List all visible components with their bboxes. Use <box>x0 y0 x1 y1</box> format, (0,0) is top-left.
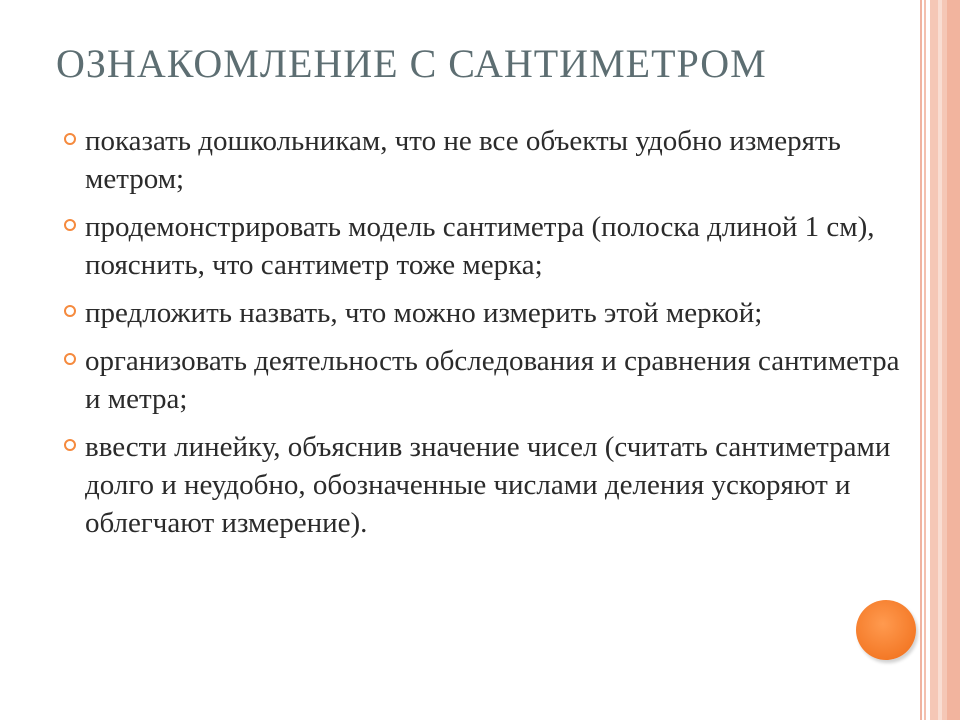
ring-bullet-icon <box>64 305 76 317</box>
decorative-stripe <box>920 0 922 720</box>
bullet-item <box>64 294 914 332</box>
decorative-stripe <box>938 0 942 720</box>
bullet-text: продемонстрировать модель сантиметра (полоска длиной 1 см), пояснить, что сантиметр тоже мерка; <box>85 211 875 281</box>
decorative-stripe <box>924 0 926 720</box>
decorative-stripe <box>947 0 960 720</box>
bullet-text: организовать деятельность обследования и сравнения сантиметра и метра; <box>85 345 900 415</box>
orange-circle-decoration <box>856 600 916 660</box>
bullet-item <box>64 342 914 418</box>
bullet-text: предложить назвать, что можно измерить этой меркой; <box>85 297 763 329</box>
ring-bullet-icon <box>64 353 76 365</box>
bullet-list <box>64 122 914 552</box>
bullet-item <box>64 122 914 198</box>
bullet-item <box>64 208 914 284</box>
bullet-item <box>64 428 914 542</box>
ring-bullet-icon <box>64 133 76 145</box>
bullet-text: показать дошкольникам, что не все объекты удобно измерять метром; <box>85 125 841 195</box>
ring-bullet-icon <box>64 219 76 231</box>
slide-title: ОЗНАКОМЛЕНИЕ С САНТИМЕТРОМ <box>56 41 767 86</box>
bullet-text: ввести линейку, объяснив значение чисел (считать сантиметрами долго и неудобно, обозначенные числами деления ускоряют и облегчают измерение). <box>85 431 891 539</box>
ring-bullet-icon <box>64 439 76 451</box>
